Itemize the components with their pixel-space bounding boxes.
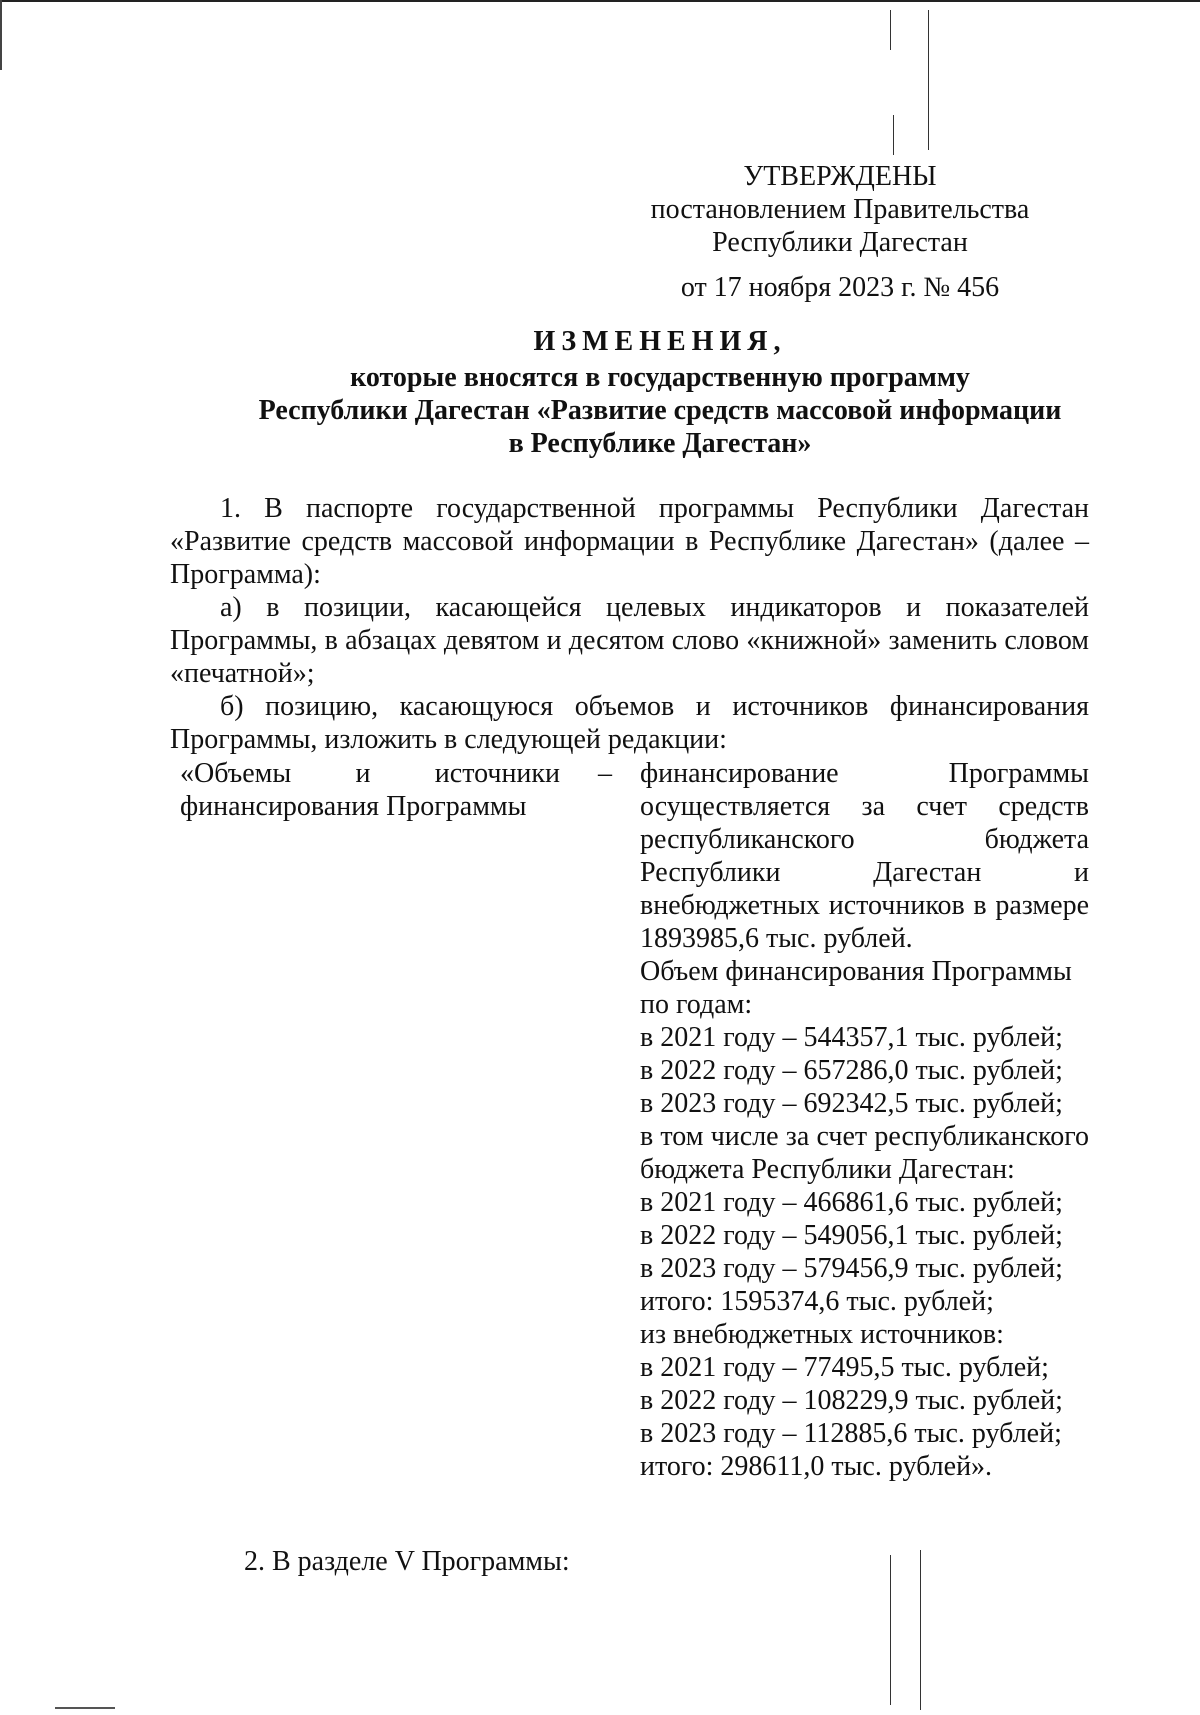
- scan-edge-bottom: [55, 1707, 115, 1709]
- extra-total: итого: 298611,0 тыс. рублей».: [640, 1451, 993, 1482]
- heading-main: ИЗМЕНЕНИЯ,: [533, 326, 787, 357]
- heading-line-1: которые вносятся в государственную программу: [350, 362, 970, 393]
- document-body: [170, 492, 1089, 756]
- scan-line-1: [890, 10, 891, 50]
- approval-title: УТВЕРЖДЕНЫ: [743, 161, 937, 192]
- heading-line-2: Республики Дагестан «Развитие средств массовой информации: [258, 395, 1062, 426]
- total-year-2022: в 2022 году – 657286,0 тыс. рублей;: [640, 1055, 1063, 1086]
- extra-year-2022: в 2022 году – 108229,9 тыс. рублей;: [640, 1385, 1063, 1416]
- scan-edge-top: [0, 0, 1200, 2]
- financing-by-years: Объем финансирования Программы по годам:: [640, 956, 1072, 1020]
- approval-line-2: Республики Дагестан: [712, 227, 968, 258]
- budget-intro: в том числе за счет республиканского бюджета Республики Дагестан:: [640, 1121, 1089, 1185]
- total-year-2021: в 2021 году – 544357,1 тыс. рублей;: [640, 1022, 1063, 1053]
- extra-intro: из внебюджетных источников:: [640, 1319, 1004, 1350]
- financing-table-label: «Объемы и источники финансирования Программы: [180, 758, 560, 822]
- total-year-2023: в 2023 году – 692342,5 тыс. рублей;: [640, 1088, 1063, 1119]
- section-2-heading: 2. В разделе V Программы:: [244, 1546, 570, 1577]
- financing-intro: финансирование Программы осуществляется за счет средств республиканского бюджета Республики Дагестан и внебюджетных источников в размере 1893985,6 тыс. рублей.: [640, 758, 1089, 954]
- scan-edge-left: [0, 0, 2, 70]
- paragraph-2: а) в позиции, касающейся целевых индикаторов и показателей Программы, в абзацах девятом и десятом слово «книжной» заменить словом «печатной»;: [170, 592, 1089, 689]
- scan-line-4: [920, 1550, 921, 1710]
- paragraph-3: б) позицию, касающуюся объемов и источников финансирования Программы, изложить в следующей редакции:: [170, 691, 1089, 755]
- scan-line-2: [928, 10, 929, 150]
- approval-block: [640, 160, 1040, 304]
- scan-line-3: [893, 115, 894, 155]
- approval-line-1: постановлением Правительства: [650, 194, 1030, 225]
- extra-year-2023: в 2023 году – 112885,6 тыс. рублей;: [640, 1418, 1062, 1449]
- paragraph-1: 1. В паспорте государственной программы Республики Дагестан «Развитие средств массовой информации в Республике Дагестан» (далее – Программа):: [170, 493, 1089, 590]
- budget-year-2023: в 2023 году – 579456,9 тыс. рублей;: [640, 1253, 1063, 1284]
- document-heading: [160, 325, 1160, 460]
- heading-line-3: в Республике Дагестан»: [508, 428, 812, 459]
- approval-date: от 17 ноября 2023 г. № 456: [680, 272, 1000, 303]
- budget-year-2022: в 2022 году – 549056,1 тыс. рублей;: [640, 1220, 1063, 1251]
- extra-year-2021: в 2021 году – 77495,5 тыс. рублей;: [640, 1352, 1049, 1383]
- budget-year-2021: в 2021 году – 466861,6 тыс. рублей;: [640, 1187, 1063, 1218]
- financing-table-content: [640, 757, 1089, 1483]
- financing-table-dash: –: [598, 758, 612, 789]
- scan-line-5: [890, 1555, 891, 1705]
- budget-total: итого: 1595374,6 тыс. рублей;: [640, 1286, 994, 1317]
